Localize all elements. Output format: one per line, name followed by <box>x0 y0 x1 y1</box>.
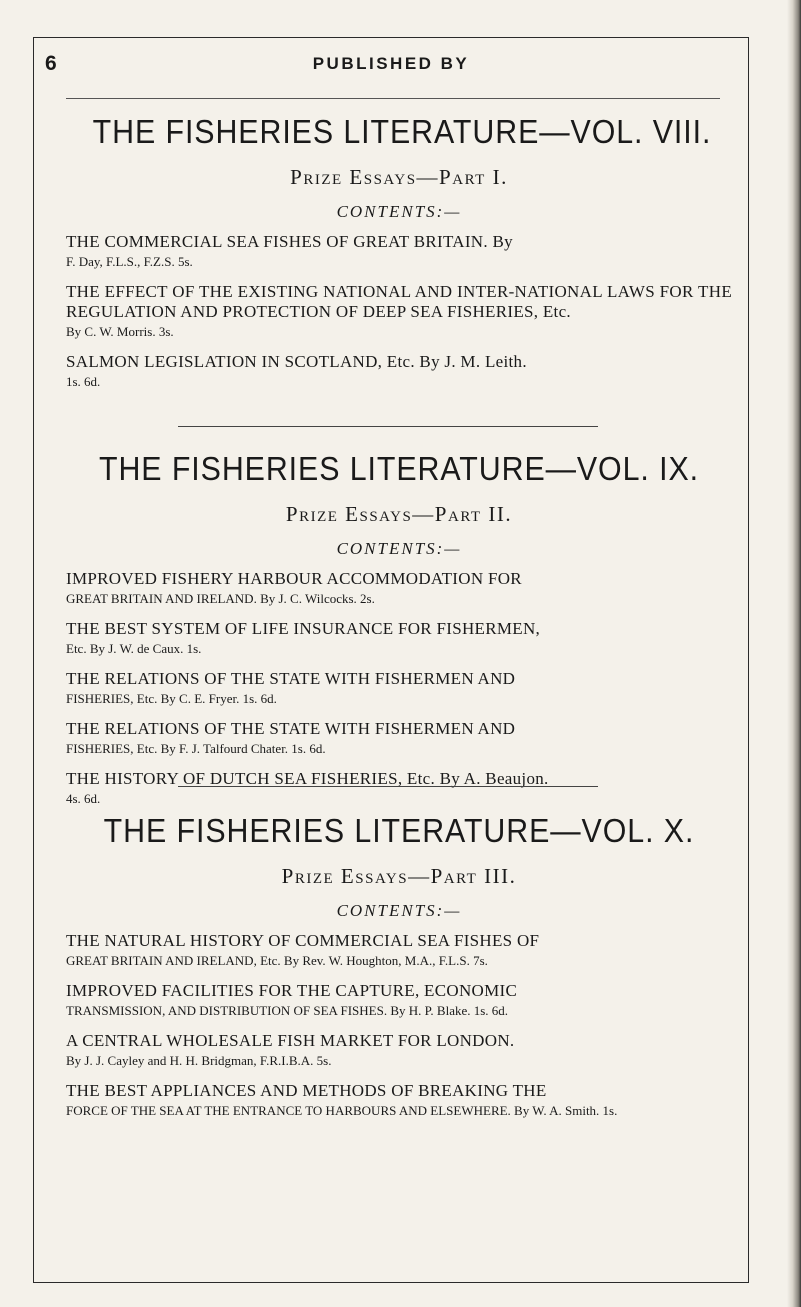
entry-title: IMPROVED FACILITIES FOR THE CAPTURE, ECONOMIC <box>66 981 518 1000</box>
entry-title: THE NATURAL HISTORY OF COMMERCIAL SEA FISHES OF <box>66 931 540 950</box>
entry-title: THE HISTORY OF DUTCH SEA FISHERIES, Etc. By A. Beaujon. <box>66 769 549 788</box>
volume-section-ix <box>66 450 732 809</box>
page-header <box>33 52 749 82</box>
entry-byline: 1s. 6d. <box>66 374 101 389</box>
contents-entry <box>66 282 732 342</box>
section-divider <box>178 786 598 787</box>
entry-title: A CENTRAL WHOLESALE FISH MARKET FOR LONDON. <box>66 1031 515 1050</box>
contents-label: CONTENTS:— <box>336 901 462 920</box>
volume-title: THE FISHERIES LITERATURE—VOL. IX. <box>98 450 699 487</box>
entry-byline: Etc. By J. W. de Caux. 1s. <box>66 641 202 656</box>
entry-byline: By C. W. Morris. 3s. <box>66 324 174 339</box>
entry-title: THE EFFECT OF THE EXISTING NATIONAL AND INTER-NATIONAL LAWS FOR THE REGULATION AND PROTECTION OF DEEP SEA FISHERIES, Etc. <box>66 282 732 321</box>
entry-byline: TRANSMISSION, AND DISTRIBUTION OF SEA FISHES. By H. P. Blake. 1s. 6d. <box>66 1003 509 1018</box>
contents-entry <box>66 1031 732 1071</box>
volume-title: THE FISHERIES LITERATURE—VOL. VIII. <box>92 113 712 150</box>
entry-byline: F. Day, F.L.S., F.Z.S. 5s. <box>66 254 193 269</box>
entry-title: THE RELATIONS OF THE STATE WITH FISHERMEN AND <box>66 719 516 738</box>
contents-entry <box>66 232 732 272</box>
entry-title: THE RELATIONS OF THE STATE WITH FISHERMEN AND <box>66 669 516 688</box>
header-rule <box>66 98 720 99</box>
entry-title: IMPROVED FISHERY HARBOUR ACCOMMODATION FOR <box>66 569 522 588</box>
volume-section-x <box>66 812 732 1121</box>
contents-entry <box>66 719 732 759</box>
entry-byline: 4s. 6d. <box>66 791 101 806</box>
entry-title: THE BEST APPLIANCES AND METHODS OF BREAKING THE <box>66 1081 547 1100</box>
contents-entry <box>66 769 732 809</box>
entry-byline: GREAT BRITAIN AND IRELAND. By J. C. Wilcocks. 2s. <box>66 591 375 606</box>
contents-entry <box>66 931 732 971</box>
contents-entry <box>66 981 732 1021</box>
contents-entry <box>66 569 732 609</box>
volume-section-viii <box>66 113 732 392</box>
entry-title: THE BEST SYSTEM OF LIFE INSURANCE FOR FISHERMEN, <box>66 619 541 638</box>
contents-entry <box>66 619 732 659</box>
contents-label: CONTENTS:— <box>336 202 462 221</box>
volume-subtitle: Prize Essays—Part III. <box>281 864 517 888</box>
entry-byline: By J. J. Cayley and H. H. Bridgman, F.R.I.B.A. 5s. <box>66 1053 332 1068</box>
volume-subtitle: Prize Essays—Part II. <box>285 502 513 526</box>
contents-entry <box>66 352 732 392</box>
entry-title: THE COMMERCIAL SEA FISHES OF GREAT BRITAIN. By <box>66 232 513 251</box>
entry-byline: GREAT BRITAIN AND IRELAND, Etc. By Rev. W. Houghton, M.A., F.L.S. 7s. <box>66 953 488 968</box>
contents-label: CONTENTS:— <box>336 539 462 558</box>
section-divider <box>178 426 598 427</box>
entry-byline: FISHERIES, Etc. By F. J. Talfourd Chater. 1s. 6d. <box>66 741 326 756</box>
page-edge-shadow <box>787 0 801 1307</box>
running-head: PUBLISHED BY <box>312 54 470 73</box>
volume-title: THE FISHERIES LITERATURE—VOL. X. <box>103 812 695 849</box>
contents-entry <box>66 669 732 709</box>
volume-subtitle: Prize Essays—Part I. <box>290 165 508 189</box>
page-number: 6 <box>45 52 57 75</box>
entry-byline: FORCE OF THE SEA AT THE ENTRANCE TO HARBOURS AND ELSEWHERE. By W. A. Smith. 1s. <box>66 1103 618 1118</box>
entry-title: SALMON LEGISLATION IN SCOTLAND, Etc. By J. M. Leith. <box>66 352 527 371</box>
contents-entry <box>66 1081 732 1121</box>
entry-byline: FISHERIES, Etc. By C. E. Fryer. 1s. 6d. <box>66 691 277 706</box>
